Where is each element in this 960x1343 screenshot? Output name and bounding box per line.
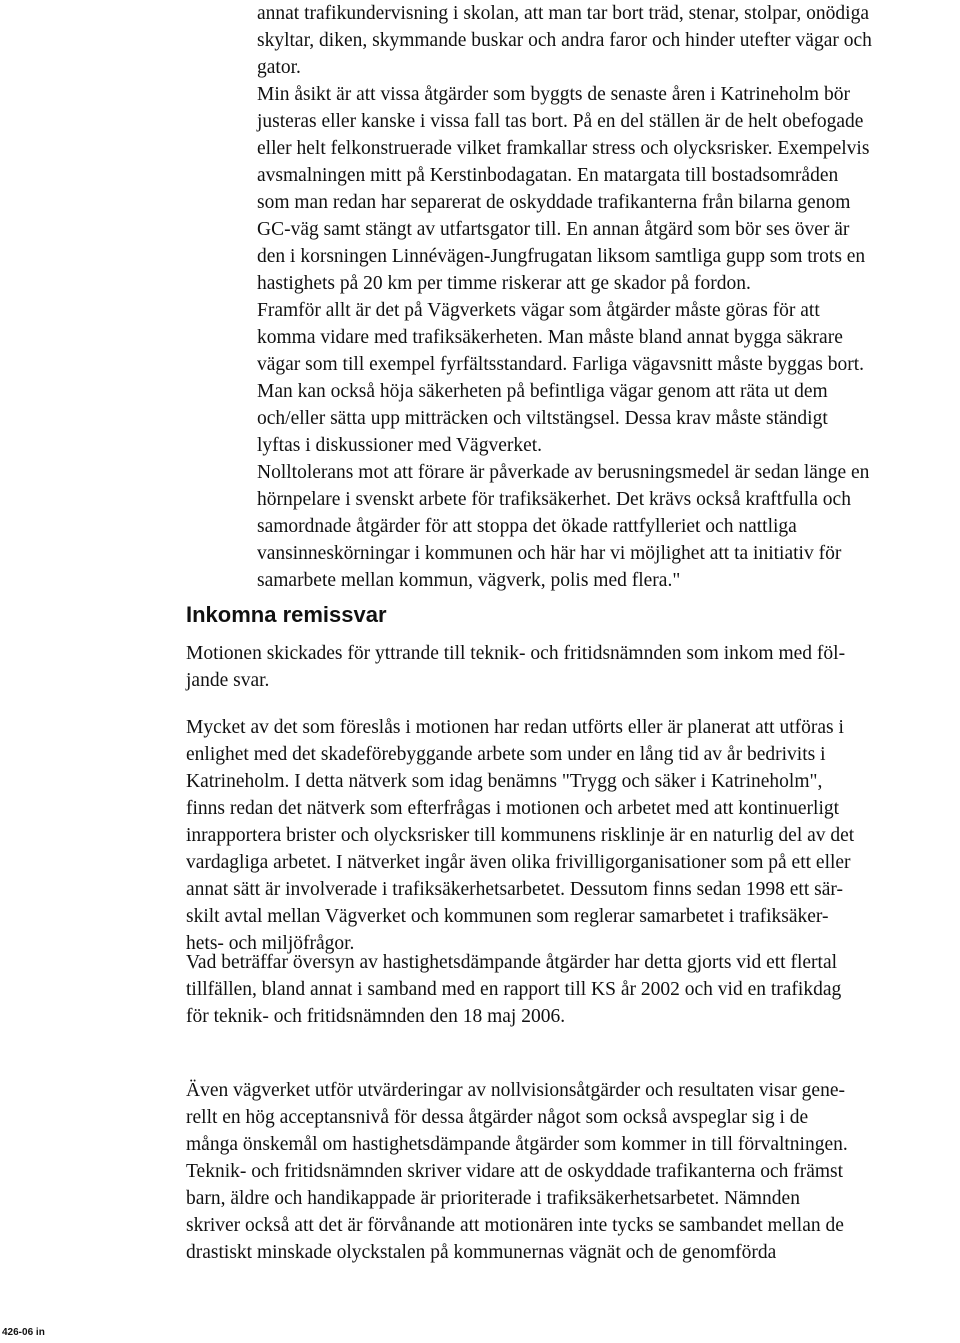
- text-line: avsmalningen mitt på Kerstinbodagatan. En matargata till bostadsområden: [257, 165, 839, 186]
- text-line: Man kan också höja säkerheten på befintliga vägar genom att räta ut dem: [257, 381, 828, 402]
- paragraph-existing-network: [186, 714, 956, 957]
- section-heading: Inkomna remissvar: [186, 602, 387, 627]
- text-line: Framför allt är det på Vägverkets vägar som åtgärder måste göras för att: [257, 300, 820, 321]
- text-line: barn, äldre och handikappade är prioriterade i trafiksäkerhetsarbetet. Nämnden: [186, 1188, 800, 1209]
- text-line: många önskemål om hastighetsdämpande åtgärder som kommer in till förvaltningen.: [186, 1134, 848, 1155]
- text-line: Vad beträffar översyn av hastighetsdämpande åtgärder har detta gjorts vid ett flertal: [186, 952, 838, 973]
- text-line: Även vägverket utför utvärderingar av nollvisionsåtgärder och resultaten visar gene-: [186, 1080, 845, 1101]
- text-line: skilt avtal mellan Vägverket och kommunen som reglerar samarbetet i trafiksäker-: [186, 906, 829, 927]
- text-line: eller helt felkonstruerade vilket framkallar stress och olycksrisker. Exempelvis: [257, 138, 870, 159]
- text-line: hets- och miljöfrågor.: [186, 933, 355, 954]
- text-line: den i korsningen Linnévägen-Jungfrugatan liksom samtliga gupp som trots en: [257, 246, 866, 267]
- text-line: lyftas i diskussioner med Vägverket.: [257, 435, 543, 456]
- text-line: Min åsikt är att vissa åtgärder som byggts de senaste åren i Katrineholm bör: [257, 84, 850, 105]
- paragraph-speed-measures: [186, 949, 956, 1030]
- text-line: finns redan det nätverk som efterfrågas i motionen och arbetet med att kontinuerligt: [186, 798, 840, 819]
- text-line: Mycket av det som föreslås i motionen har redan utförts eller är planerat att utföras i: [186, 717, 844, 738]
- text-line: och/eller sätta upp mitträcken och viltstängsel. Dessa krav måste ständigt: [257, 408, 828, 429]
- text-line: samordnade åtgärder för att stoppa det ökade rattfylleriet och nattliga: [257, 516, 797, 537]
- text-line: justeras eller kanske i vissa fall tas bort. På en del ställen är de helt obefogade: [257, 111, 864, 132]
- text-line: annat sätt är involverade i trafiksäkerhetsarbetet. Dessutom finns sedan 1998 ett sär-: [186, 879, 843, 900]
- text-line: Teknik- och fritidsnämnden skriver vidare att de oskyddade trafikanterna och främst: [186, 1161, 844, 1182]
- document-code: 426-06 in: [2, 1327, 45, 1338]
- text-line: enlighet med det skadeförebyggande arbete som under en lång tid av år bedrivits i: [186, 744, 826, 765]
- text-line: vardagliga arbetet. I nätverket ingår även olika frivilligorganisationer som på ett eller: [186, 852, 851, 873]
- text-line: Katrineholm. I detta nätverk som idag benämns "Trygg och säker i Katrineholm",: [186, 771, 823, 792]
- text-line: skyltar, diken, skymmande buskar och andra faror och hinder utefter vägar och: [257, 30, 872, 51]
- text-line: inrapportera brister och olycksrisker till kommunens risklinje är en naturlig del av det: [186, 825, 855, 846]
- text-line: drastiskt minskade olyckstalen på kommunernas vägnät och de genomförda: [186, 1242, 777, 1263]
- text-line: GC-väg samt stängt av utfartsgator till. En annan åtgärd som bör ses över är: [257, 219, 850, 240]
- text-line: för teknik- och fritidsnämnden den 18 maj 2006.: [186, 1006, 566, 1027]
- text-line: jande svar.: [186, 670, 270, 691]
- quoted-motion-text: [257, 0, 957, 594]
- text-line: gator.: [257, 57, 301, 78]
- text-line: hörnpelare i svenskt arbete för trafiksäkerhet. Det krävs också kraftfulla och: [257, 489, 851, 510]
- text-line: Nolltolerans mot att förare är påverkade av berusningsmedel är sedan länge en: [257, 462, 870, 483]
- text-line: komma vidare med trafiksäkerheten. Man måste bland annat bygga säkrare: [257, 327, 843, 348]
- text-line: skriver också att det är förvånande att motionären inte tycks se sambandet mellan de: [186, 1215, 844, 1236]
- text-line: rellt en hög acceptansnivå för dessa åtgärder något som också avspeglar sig i de: [186, 1107, 809, 1128]
- text-line: som man redan har separerat de oskyddade trafikanterna från bilarna genom: [257, 192, 851, 213]
- text-line: Motionen skickades för yttrande till teknik- och fritidsnämnden som inkom med föl-: [186, 643, 846, 664]
- paragraph-referral: [186, 640, 956, 694]
- text-line: vägar som till exempel fyrfältsstandard. Farliga vägavsnitt måste byggas bort.: [257, 354, 865, 375]
- text-line: hastighets på 20 km per timme riskerar att ge skador på fordon.: [257, 273, 751, 294]
- text-line: tillfällen, bland annat i samband med en rapport till KS år 2002 och vid en trafikdag: [186, 979, 842, 1000]
- text-line: vansinneskörningar i kommunen och här har vi möjlighet att ta initiativ för: [257, 543, 842, 564]
- paragraph-evaluations: [186, 1077, 956, 1266]
- text-line: annat trafikundervisning i skolan, att man tar bort träd, stenar, stolpar, onödiga: [257, 3, 869, 24]
- text-line: samarbete mellan kommun, vägverk, polis med flera.": [257, 570, 681, 591]
